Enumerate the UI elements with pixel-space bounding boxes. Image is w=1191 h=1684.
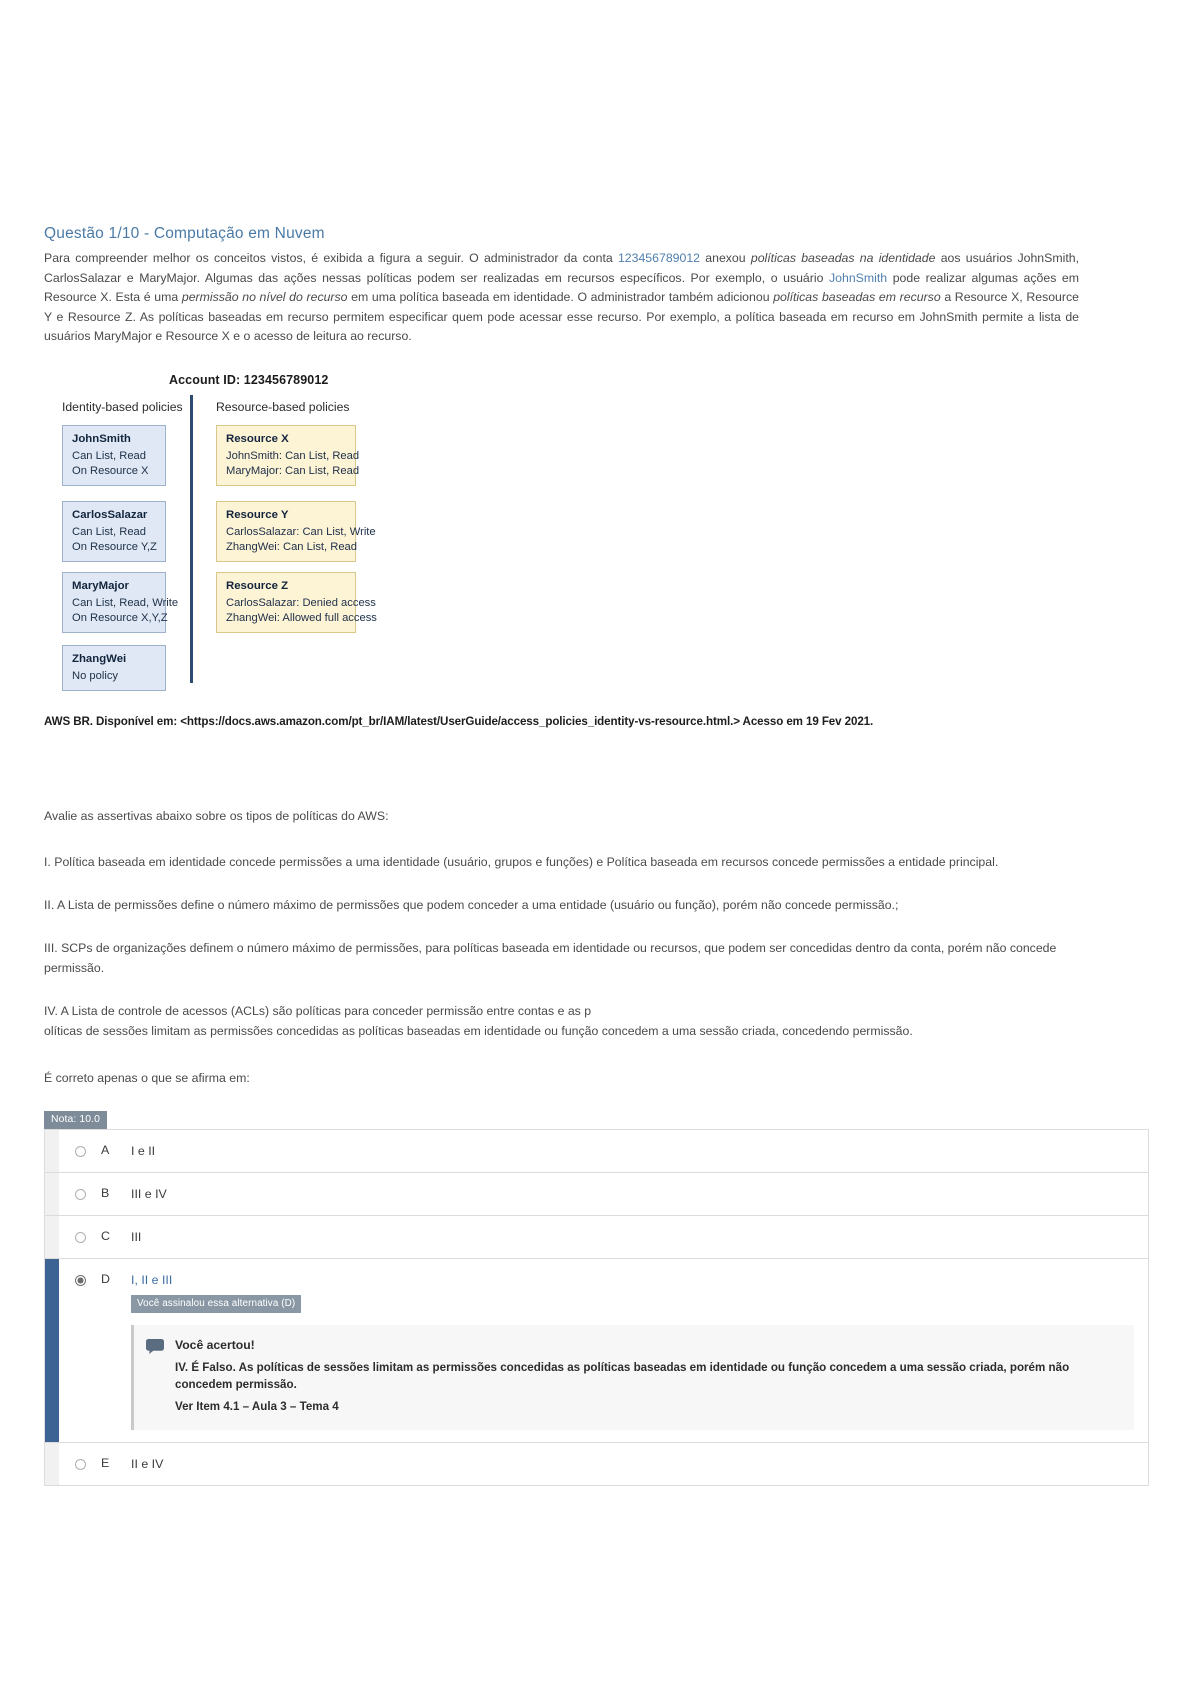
alternative-letter: B: [101, 1185, 110, 1200]
alternative-text: III e IV: [131, 1186, 167, 1201]
alternative-body: [131, 1130, 1148, 1171]
alternative-text: III: [131, 1229, 142, 1244]
box-line: CarlosSalazar: Can List, Write: [226, 526, 376, 538]
aws-policy-figure: [44, 373, 944, 703]
identity-box-marymajor: [62, 572, 179, 634]
alternative-body: [131, 1443, 1148, 1484]
chosen-answer-badge: Você assinalou essa alternativa (D): [131, 1295, 301, 1313]
figure-account-id: Account ID: 123456789012: [169, 372, 329, 387]
statement-fragment: a Resource X, Resource Y e Resource Z. As políticas baseadas em recurso permitem especificar quem pode acessar esse recurso. Por exemplo, a política baseada em recurso em JohnSmith permite a lista de usuários MaryMajor e Resource X e o acesso de leitura ao recurso.: [44, 290, 1079, 343]
radio-icon[interactable]: [75, 1189, 86, 1200]
page-title: Questão 1/10 - Computação em Nuvem: [44, 225, 325, 242]
alternative-letter: A: [101, 1142, 110, 1157]
alternative-radio-cell[interactable]: [59, 1259, 101, 1286]
feedback-panel: [131, 1325, 1134, 1430]
assertion-item-2: II. A Lista de permissões define o número máximo de permissões que podem conceder a uma entidade (usuário ou função), porém não concede permissão.;: [44, 897, 899, 912]
alternative-radio-cell[interactable]: [59, 1216, 101, 1243]
box-title: MaryMajor: [72, 579, 129, 592]
question-statement: [44, 249, 1079, 347]
identity-box-zhangwei: [62, 645, 166, 691]
assertion-item-4: IV. A Lista de controle de acessos (ACLs) são políticas para conceder permissão entre contas e as p: [44, 1003, 592, 1018]
feedback-explanation: IV. É Falso. As políticas de sessões limitam as permissões concedidas as políticas baseadas em identidade ou função concedem a uma sessão criada, porém não concedem permissão.: [175, 1360, 1070, 1391]
statement-fragment: aos usuários JohnSmith, CarlosSalazar e MaryMajor. Algumas das ações nessas políticas podem ser realizadas em recursos específicos. Por exemplo, o usuário: [44, 251, 1079, 285]
statement-fragment: Para compreender melhor os conceitos vistos, é exibida a figura a seguir. O administrador da conta: [44, 251, 618, 265]
alternative-radio-cell[interactable]: [59, 1443, 101, 1470]
assertions-lead: Avalie as assertivas abaixo sobre os tipos de políticas do AWS:: [44, 808, 389, 823]
resource-box-x: [216, 425, 360, 487]
alternative-radio-cell[interactable]: [59, 1130, 101, 1157]
identity-box-carlossalazar: [62, 501, 166, 563]
statement-fragment: políticas baseadas em recurso: [773, 290, 941, 304]
alternative-body: [131, 1259, 1148, 1442]
box-title: JohnSmith: [72, 432, 131, 445]
question-container: [44, 225, 1147, 1486]
box-line: On Resource X,Y,Z: [72, 611, 168, 624]
box-line: On Resource X: [72, 464, 149, 477]
box-title: ZhangWei: [72, 652, 127, 665]
box-title: Resource X: [226, 432, 289, 445]
radio-icon[interactable]: [75, 1232, 86, 1243]
box-line: ZhangWei: Can List, Read: [226, 540, 358, 553]
resource-box-z: [216, 572, 377, 634]
assertions-closing: É correto apenas o que se afirma em:: [44, 1070, 250, 1085]
radio-icon[interactable]: [75, 1459, 86, 1470]
alternative-letter: C: [101, 1228, 110, 1243]
alternative-text: I e II: [131, 1143, 156, 1158]
statement-fragment: políticas baseadas na identidade: [750, 251, 936, 265]
alternative-body: [131, 1216, 1148, 1257]
assertion-item-1: I. Política baseada em identidade concede permissões a uma identidade (usuário, grupos e funções) e Política baseada em recursos concede permissões a entidade principal.: [44, 854, 999, 869]
statement-fragment: 123456789012: [617, 251, 701, 265]
alternative-rail-selected: [45, 1259, 59, 1442]
alternative-rail: [45, 1443, 59, 1485]
figure-col-header-identity: Identity-based policies: [62, 399, 183, 414]
alternative-rail: [45, 1216, 59, 1258]
resource-box-y: [216, 501, 376, 563]
box-line: MaryMajor: Can List, Read: [226, 464, 360, 477]
alternative-body: [131, 1173, 1148, 1214]
feedback-reference: Ver Item 4.1 – Aula 3 – Tema 4: [175, 1399, 339, 1413]
radio-icon[interactable]: [75, 1146, 86, 1157]
statement-fragment: pode realizar algumas ações em Resource X. Esta é uma: [44, 270, 1079, 304]
figure-source-note: AWS BR. Disponível em: <https://docs.aws.amazon.com/pt_br/IAM/latest/UserGuide/access_policies_identity-vs-resource.html.> Acesso em 19 Fev 2021.: [44, 714, 874, 728]
statement-fragment: permissão no nível do recurso: [181, 290, 348, 304]
statement-fragment: anexou: [700, 251, 751, 265]
assertion-item-3: III. SCPs de organizações definem o número máximo de permissões, para políticas baseada em identidade ou recursos, que podem ser concedidas dentro da conta, porém não concede permissão.: [44, 940, 1057, 975]
radio-icon-selected[interactable]: [75, 1275, 86, 1286]
alternatives-list: [44, 1129, 1149, 1486]
alternative-text: I, II e III: [131, 1272, 173, 1287]
box-line: Can List, Read, Write: [72, 597, 179, 609]
status-badge: Nota: 10.0: [44, 1111, 107, 1129]
statement-fragment: JohnSmith: [829, 270, 888, 285]
box-line: Can List, Read: [72, 526, 147, 538]
speech-bubble-icon: [146, 1339, 164, 1415]
alternative-rail: [45, 1173, 59, 1215]
box-line: No policy: [72, 670, 119, 682]
alternative-radio-cell[interactable]: [59, 1173, 101, 1200]
alternative-d[interactable]: [45, 1259, 1148, 1443]
alternative-text: II e IV: [131, 1456, 164, 1471]
feedback-title: Você acertou!: [175, 1337, 255, 1352]
figure-col-header-resource: Resource-based policies: [216, 399, 350, 414]
box-line: JohnSmith: Can List, Read: [226, 450, 360, 462]
figure-divider: [190, 395, 193, 683]
alternative-c[interactable]: [45, 1216, 1148, 1259]
box-title: Resource Z: [226, 579, 289, 592]
assertions-block: [44, 806, 1104, 1041]
alternative-a[interactable]: [45, 1130, 1148, 1173]
alternative-letter: E: [101, 1455, 110, 1470]
box-line: Can List, Read: [72, 450, 147, 462]
alternative-rail: [45, 1130, 59, 1172]
feedback-body: [175, 1338, 1120, 1415]
box-title: Resource Y: [226, 508, 289, 521]
identity-box-johnsmith: [62, 425, 166, 487]
statement-fragment: em uma política baseada em identidade. O administrador também adicionou: [347, 290, 774, 304]
box-title: CarlosSalazar: [72, 508, 148, 521]
alternative-b[interactable]: [45, 1173, 1148, 1216]
alternative-letter: D: [101, 1271, 110, 1286]
box-line: On Resource Y,Z: [72, 540, 157, 553]
box-line: ZhangWei: Allowed full access: [226, 611, 377, 624]
alternative-e[interactable]: [45, 1443, 1148, 1486]
assertion-item-4-cont: olíticas de sessões limitam as permissões concedidas as políticas baseadas em identidade ou função concedem a uma sessão criada, concedendo permissão.: [44, 1023, 913, 1038]
box-line: CarlosSalazar: Denied access: [226, 597, 376, 609]
